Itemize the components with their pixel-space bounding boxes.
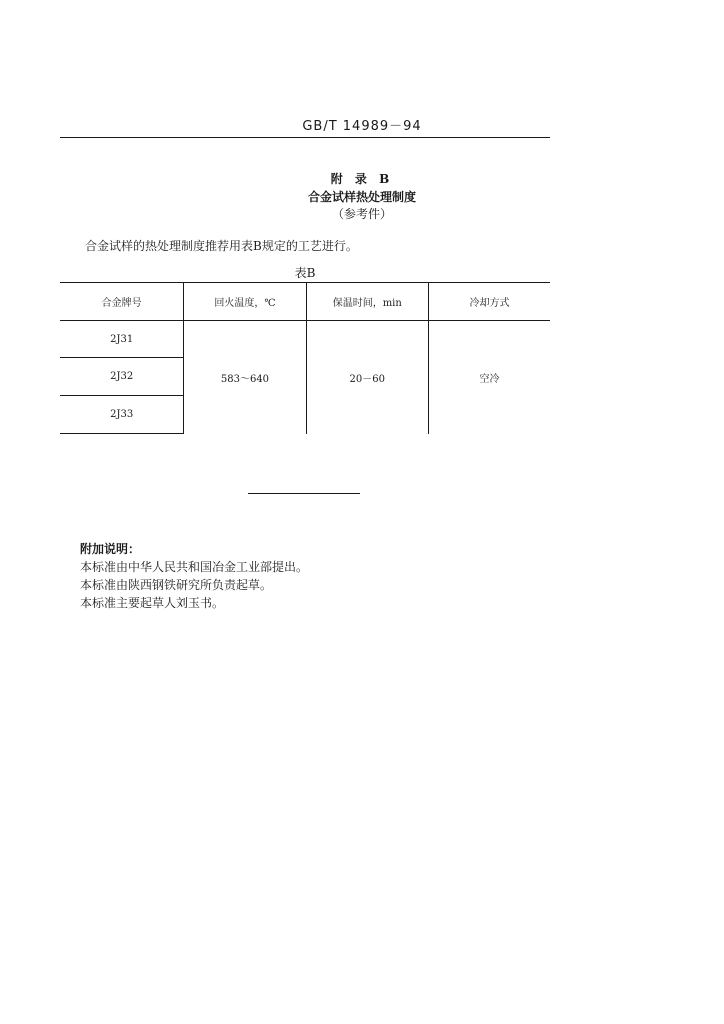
notes-line: 本标准由中华人民共和国冶金工业部提出。 [80, 560, 309, 574]
table-caption: 表B [294, 266, 316, 280]
temperature-cell: 583～640 [184, 321, 306, 434]
header-temperature: 回火温度，℃ [184, 283, 306, 321]
alloy-grade-cell: 2J33 [60, 396, 184, 434]
heat-treatment-table [60, 282, 550, 434]
alloy-grade-cell: 2J32 [60, 358, 184, 396]
holding-time-cell: 20－60 [306, 321, 428, 434]
notes-line: 本标准主要起草人刘玉书。 [80, 596, 225, 610]
intro-paragraph: 合金试样的热处理制度推荐用表B规定的工艺进行。 [85, 239, 358, 253]
end-rule [248, 493, 360, 494]
appendix-title: 附 录 B [330, 172, 394, 186]
notes-line: 本标准由陕西钢铁研究所负责起草。 [80, 578, 273, 592]
appendix-subtitle: 合金试样热处理制度 [307, 190, 416, 204]
header-alloy-grade: 合金牌号 [60, 283, 184, 321]
table-header-row [60, 283, 550, 321]
notes-title: 附加说明： [80, 542, 141, 556]
alloy-grade-cell: 2J31 [60, 321, 184, 358]
table-row [60, 321, 550, 358]
header-cooling-method: 冷却方式 [428, 283, 550, 321]
cooling-method-cell: 空冷 [428, 321, 550, 434]
header-holding-time: 保温时间，min [306, 283, 428, 321]
standard-number: GB/T 14989－94 [302, 119, 422, 134]
appendix-note: （参考件） [331, 207, 392, 221]
header-rule [60, 137, 550, 138]
additional-notes [80, 540, 308, 612]
